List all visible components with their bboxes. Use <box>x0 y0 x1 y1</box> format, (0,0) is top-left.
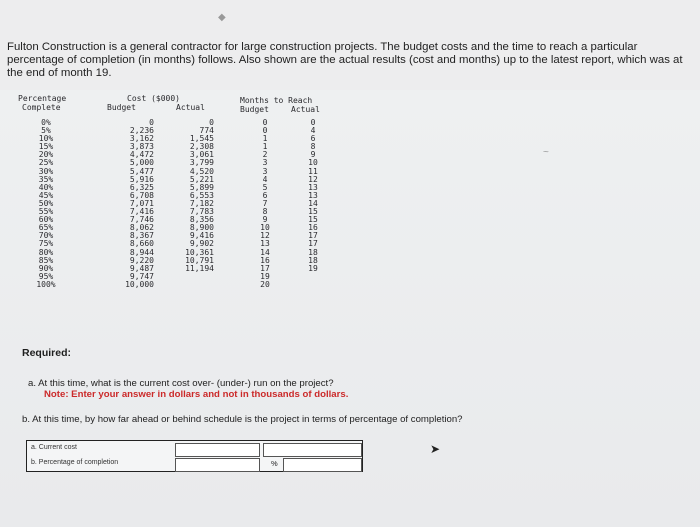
budget-cost-cell: 5,000 <box>129 158 154 168</box>
actual-months-cell: 16 <box>308 223 318 233</box>
cost-actual-header: Actual <box>176 103 205 112</box>
actual-cost-cell: 9,902 <box>189 239 214 249</box>
budget-cost-cell: 3,162 <box>129 134 154 144</box>
budget-cost-cell: 6,708 <box>129 190 154 200</box>
budget-months-cell: 19 <box>260 271 270 281</box>
budget-months-cell: 0 <box>262 126 268 136</box>
pct-cell: 85% <box>38 255 54 265</box>
pct-cell: 65% <box>38 223 54 233</box>
current-cost-select[interactable] <box>175 443 260 457</box>
actual-cost-cell: 0 <box>209 118 214 127</box>
pct-cell: 35% <box>38 174 54 184</box>
budget-months-cell: 0 <box>262 118 268 127</box>
budget-cost-cell: 8,660 <box>129 239 154 249</box>
budget-months-cell: 14 <box>260 247 270 257</box>
answer-table <box>26 440 363 472</box>
data-table <box>14 94 334 344</box>
artifact-mark-icon: ◆ <box>218 12 226 23</box>
pct-cell: 5% <box>41 126 51 136</box>
budget-cost-cell: 9,747 <box>129 271 154 281</box>
pct-header-1: Percentage <box>18 94 67 103</box>
actual-months-column <box>298 119 328 289</box>
pct-cell: 40% <box>38 182 54 192</box>
budget-months-cell: 20 <box>260 279 270 289</box>
budget-cost-cell: 5,477 <box>129 166 154 176</box>
budget-cost-cell: 2,236 <box>129 126 154 136</box>
actual-months-cell: 17 <box>308 231 318 241</box>
answer-row-b-label: b. Percentage of completion <box>31 459 119 466</box>
mouse-pointer-icon: ➤ <box>430 442 441 456</box>
budget-months-cell: 3 <box>262 166 268 176</box>
budget-cost-cell: 9,487 <box>129 263 154 273</box>
pct-cell: 15% <box>38 142 54 152</box>
actual-months-cell: 11 <box>308 166 318 176</box>
budget-cost-cell: 7,071 <box>129 198 154 208</box>
actual-cost-cell: 4,520 <box>189 166 214 176</box>
budget-months-cell: 7 <box>262 198 268 208</box>
actual-cost-cell: 10,791 <box>185 255 214 265</box>
actual-months-cell: 8 <box>310 142 316 152</box>
pct-cell: 60% <box>38 215 54 225</box>
actual-cost-cell: 8,356 <box>189 215 214 225</box>
budget-months-cell: 5 <box>262 182 268 192</box>
actual-cost-cell <box>174 273 214 281</box>
pct-cell: 25% <box>38 158 54 168</box>
actual-cost-cell: 6,553 <box>189 190 214 200</box>
pct-completion-select[interactable] <box>175 458 260 472</box>
months-budget-header: Budget <box>240 105 269 114</box>
required-label: Required: <box>22 347 72 359</box>
budget-months-cell: 13 <box>260 239 270 249</box>
actual-months-cell <box>298 273 328 281</box>
actual-months-cell: 18 <box>308 247 318 257</box>
question-a-note: Note: Enter your answer in dollars and not in thousands of dollars. <box>44 389 349 400</box>
budget-months-cell: 3 <box>262 158 268 168</box>
actual-months-cell: 17 <box>308 239 318 249</box>
pct-column <box>26 119 66 289</box>
actual-cost-cell: 5,899 <box>189 182 214 192</box>
months-header: Months to Reach <box>240 96 313 105</box>
budget-months-cell: 16 <box>260 255 270 265</box>
actual-months-cell: 10 <box>308 158 318 168</box>
budget-cost-column <box>114 119 154 289</box>
budget-months-cell: 9 <box>262 215 268 225</box>
pct-cell: 100% <box>36 279 56 289</box>
pct-unit-label: % <box>271 459 278 468</box>
artifact-mark-icon: ~ <box>543 147 549 158</box>
budget-months-cell: 8 <box>262 207 268 217</box>
problem-intro: Fulton Construction is a general contractor for large construction projects. The budget costs and the time to reach a particular percentage of completion (in months) follows. Also shown are the actual results (cost and months) up to the latest report, which was at the end of month 19. <box>7 41 683 79</box>
actual-months-cell: 14 <box>308 198 318 208</box>
budget-cost-cell: 6,325 <box>129 182 154 192</box>
months-actual-header: Actual <box>291 105 320 114</box>
budget-cost-cell: 7,416 <box>129 207 154 217</box>
question-b: b. At this time, by how far ahead or behind schedule is the project in terms of percentage of completion? <box>22 414 463 425</box>
actual-cost-cell: 2,308 <box>189 142 214 152</box>
answer-row-b <box>27 456 362 471</box>
pct-cell: 50% <box>38 198 54 208</box>
budget-months-cell: 12 <box>260 231 270 241</box>
pct-cell: 45% <box>38 190 54 200</box>
actual-months-cell: 4 <box>310 126 316 136</box>
question-a <box>28 378 349 400</box>
pct-cell: 70% <box>38 231 54 241</box>
pct-cell: 10% <box>38 134 54 144</box>
pct-cell: 80% <box>38 247 54 257</box>
pct-cell: 30% <box>38 166 54 176</box>
budget-months-cell: 2 <box>262 150 268 160</box>
actual-cost-cell: 8,900 <box>189 223 214 233</box>
actual-months-cell: 6 <box>310 134 316 144</box>
cost-budget-header: Budget <box>107 103 136 112</box>
pct-cell: 95% <box>38 271 54 281</box>
budget-months-cell: 6 <box>262 190 268 200</box>
current-cost-input[interactable] <box>263 443 362 457</box>
pct-cell: 0% <box>41 118 51 127</box>
actual-cost-cell: 10,361 <box>185 247 214 257</box>
actual-months-cell: 19 <box>308 263 318 273</box>
pct-header-2: Complete <box>22 103 61 112</box>
answer-row-a <box>27 441 362 456</box>
budget-months-cell: 4 <box>262 174 268 184</box>
actual-cost-cell <box>174 281 214 289</box>
actual-months-cell: 18 <box>308 255 318 265</box>
actual-months-cell: 13 <box>308 182 318 192</box>
actual-cost-cell: 11,194 <box>185 263 214 273</box>
actual-cost-cell: 3,799 <box>189 158 214 168</box>
budget-cost-cell: 7,746 <box>129 215 154 225</box>
actual-cost-cell: 7,182 <box>189 198 214 208</box>
actual-months-cell: 9 <box>310 150 316 160</box>
actual-cost-cell: 3,061 <box>189 150 214 160</box>
budget-cost-cell: 8,944 <box>129 247 154 257</box>
budget-cost-cell: 5,916 <box>129 174 154 184</box>
budget-cost-cell: 10,000 <box>125 279 154 289</box>
actual-months-cell: 12 <box>308 174 318 184</box>
budget-cost-cell: 4,472 <box>129 150 154 160</box>
actual-cost-cell: 7,783 <box>189 207 214 217</box>
pct-cell: 90% <box>38 263 54 273</box>
actual-cost-column <box>174 119 214 289</box>
answer-row-a-label: a. Current cost <box>31 444 77 451</box>
pct-completion-input[interactable] <box>283 458 362 472</box>
actual-cost-cell: 1,545 <box>189 134 214 144</box>
budget-months-cell: 17 <box>260 263 270 273</box>
pct-cell: 75% <box>38 239 54 249</box>
budget-months-cell: 1 <box>262 134 268 144</box>
cost-header: Cost ($000) <box>127 94 180 103</box>
budget-cost-cell: 8,062 <box>129 223 154 233</box>
actual-months-cell: 0 <box>310 118 316 127</box>
budget-cost-cell: 8,367 <box>129 231 154 241</box>
budget-cost-cell: 9,220 <box>129 255 154 265</box>
pct-cell: 55% <box>38 207 54 217</box>
budget-cost-cell: 3,873 <box>129 142 154 152</box>
actual-cost-cell: 5,221 <box>189 174 214 184</box>
pct-cell: 20% <box>38 150 54 160</box>
actual-cost-cell: 9,416 <box>189 231 214 241</box>
actual-months-cell: 15 <box>308 215 318 225</box>
actual-cost-cell: 774 <box>199 126 214 136</box>
question-a-text: a. At this time, what is the current cost over- (under-) run on the project? <box>28 378 334 389</box>
budget-cost-cell: 0 <box>149 118 154 127</box>
actual-months-cell <box>298 281 328 289</box>
budget-months-cell: 1 <box>262 142 268 152</box>
budget-months-column <box>250 119 280 289</box>
actual-months-cell: 13 <box>308 190 318 200</box>
actual-months-cell: 15 <box>308 207 318 217</box>
budget-months-cell: 10 <box>260 223 270 233</box>
